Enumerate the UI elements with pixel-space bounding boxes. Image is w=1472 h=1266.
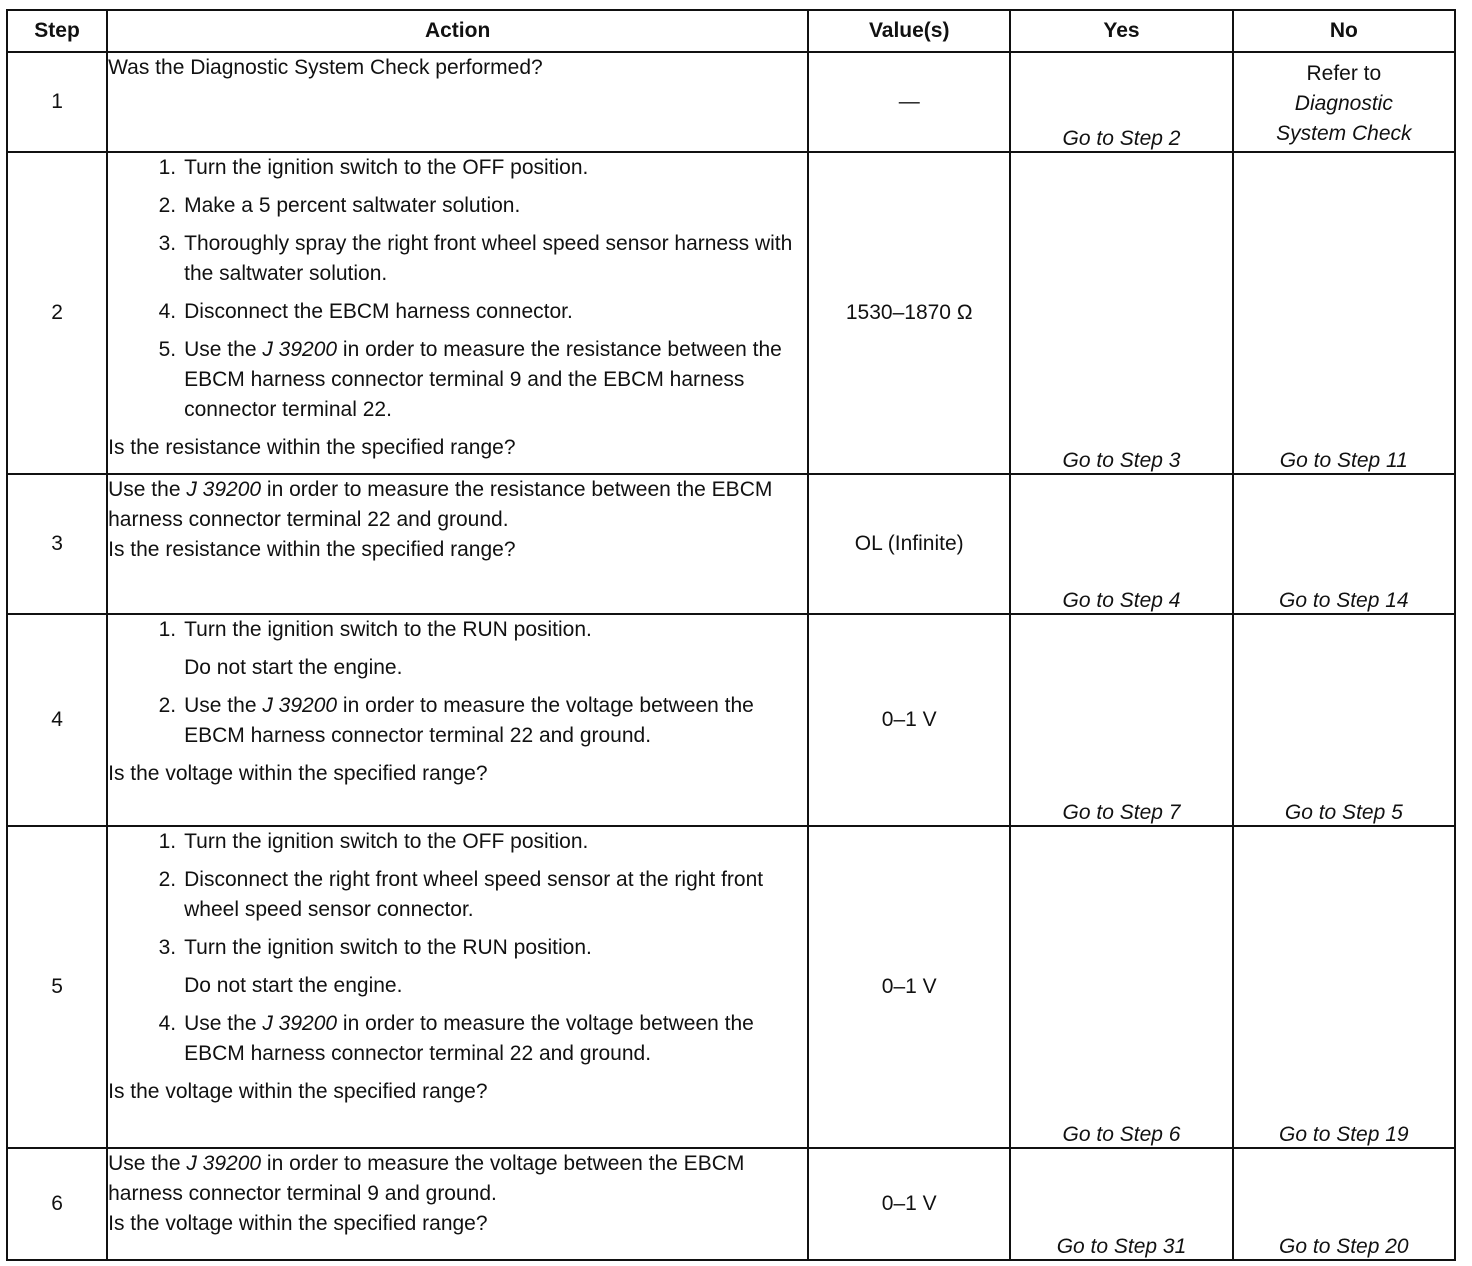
- step-number: 1: [7, 52, 107, 152]
- action-text: Use the J 39200 in order to measure the voltage between the EBCM harness connector terminal 9 and ground.: [108, 1152, 745, 1205]
- header-step: Step: [7, 10, 107, 52]
- header-yes: Yes: [1010, 10, 1232, 52]
- action-cell: [107, 474, 808, 614]
- list-item: 4. Disconnect the EBCM harness connector.: [158, 300, 573, 323]
- no-cell: Go to Step 11: [1233, 152, 1455, 474]
- table-row: [7, 474, 1455, 614]
- table-row: [7, 1148, 1455, 1260]
- yes-cell: Go to Step 7: [1010, 614, 1232, 826]
- table-row: [7, 614, 1455, 826]
- header-values: Value(s): [808, 10, 1010, 52]
- list-item: 3. Turn the ignition switch to the RUN position.: [158, 936, 592, 959]
- action-list: [108, 827, 807, 963]
- list-item: 1. Turn the ignition switch to the OFF position.: [158, 830, 589, 853]
- step-number: 3: [7, 474, 107, 614]
- no-cell: [1233, 52, 1455, 152]
- no-reference-line2: System Check: [1276, 122, 1412, 145]
- step-number: 6: [7, 1148, 107, 1260]
- no-cell: Go to Step 5: [1233, 614, 1455, 826]
- table-row: [7, 826, 1455, 1148]
- action-question: Is the voltage within the specified range?: [108, 1080, 488, 1103]
- action-list: [108, 1009, 807, 1069]
- no-reference-line1: Diagnostic: [1294, 92, 1393, 115]
- tool-ref: J 39200: [262, 1012, 338, 1035]
- yes-cell: Go to Step 3: [1010, 152, 1232, 474]
- value-cell: 0–1 V: [808, 826, 1010, 1148]
- tool-ref: J 39200: [186, 478, 262, 501]
- diagnostic-table: [6, 9, 1456, 1261]
- action-cell: [107, 614, 808, 826]
- list-item: 2. Make a 5 percent saltwater solution.: [158, 194, 521, 217]
- tool-ref: J 39200: [262, 694, 338, 717]
- list-item: 3. Thoroughly spray the right front wheel speed sensor harness with the saltwater solution.: [158, 232, 793, 285]
- table-row: [7, 52, 1455, 152]
- action-cell: [107, 52, 808, 152]
- value-cell: 0–1 V: [808, 614, 1010, 826]
- list-item: 1. Turn the ignition switch to the OFF position.: [158, 156, 589, 179]
- yes-cell: Go to Step 6: [1010, 826, 1232, 1148]
- list-item: 5. Use the J 39200 in order to measure the resistance between the EBCM harness connector terminal 9 and the EBCM harness connector terminal 22.: [158, 338, 782, 421]
- no-cell: Go to Step 20: [1233, 1148, 1455, 1260]
- action-text: Was the Diagnostic System Check performed?: [108, 56, 543, 79]
- table-row: [7, 152, 1455, 474]
- yes-cell: Go to Step 31: [1010, 1148, 1232, 1260]
- value-cell: OL (Infinite): [808, 474, 1010, 614]
- value-cell: —: [808, 52, 1010, 152]
- header-no: No: [1233, 10, 1455, 52]
- action-list: [108, 691, 807, 751]
- action-question: Is the resistance within the specified range?: [108, 538, 516, 561]
- list-item-note: Do not start the engine.: [184, 656, 403, 679]
- list-item: 4. Use the J 39200 in order to measure the voltage between the EBCM harness connector terminal 22 and ground.: [158, 1012, 754, 1065]
- list-item: 2. Use the J 39200 in order to measure the voltage between the EBCM harness connector terminal 22 and ground.: [158, 694, 754, 747]
- action-list: [108, 153, 807, 425]
- action-question: Is the voltage within the specified range?: [108, 1212, 488, 1235]
- action-cell: [107, 826, 808, 1148]
- tool-ref: J 39200: [186, 1152, 262, 1175]
- tool-ref: J 39200: [262, 338, 338, 361]
- header-row: [7, 10, 1455, 52]
- list-item: 1. Turn the ignition switch to the RUN position.: [158, 618, 592, 641]
- step-number: 2: [7, 152, 107, 474]
- action-cell: [107, 152, 808, 474]
- action-list: [108, 615, 807, 645]
- list-item-note: Do not start the engine.: [184, 974, 403, 997]
- yes-cell: Go to Step 4: [1010, 474, 1232, 614]
- action-question: Is the resistance within the specified range?: [108, 436, 516, 459]
- yes-cell: Go to Step 2: [1010, 52, 1232, 152]
- step-number: 4: [7, 614, 107, 826]
- action-cell: [107, 1148, 808, 1260]
- action-question: Is the voltage within the specified range?: [108, 762, 488, 785]
- action-text: Use the J 39200 in order to measure the resistance between the EBCM harness connector terminal 22 and ground.: [108, 478, 773, 531]
- step-number: 5: [7, 826, 107, 1148]
- no-prefix: Refer to: [1306, 62, 1382, 85]
- value-cell: 0–1 V: [808, 1148, 1010, 1260]
- list-item: 2. Disconnect the right front wheel speed sensor at the right front wheel speed sensor connector.: [158, 868, 764, 921]
- no-cell: Go to Step 19: [1233, 826, 1455, 1148]
- header-action: Action: [107, 10, 808, 52]
- no-cell: Go to Step 14: [1233, 474, 1455, 614]
- value-cell: 1530–1870 Ω: [808, 152, 1010, 474]
